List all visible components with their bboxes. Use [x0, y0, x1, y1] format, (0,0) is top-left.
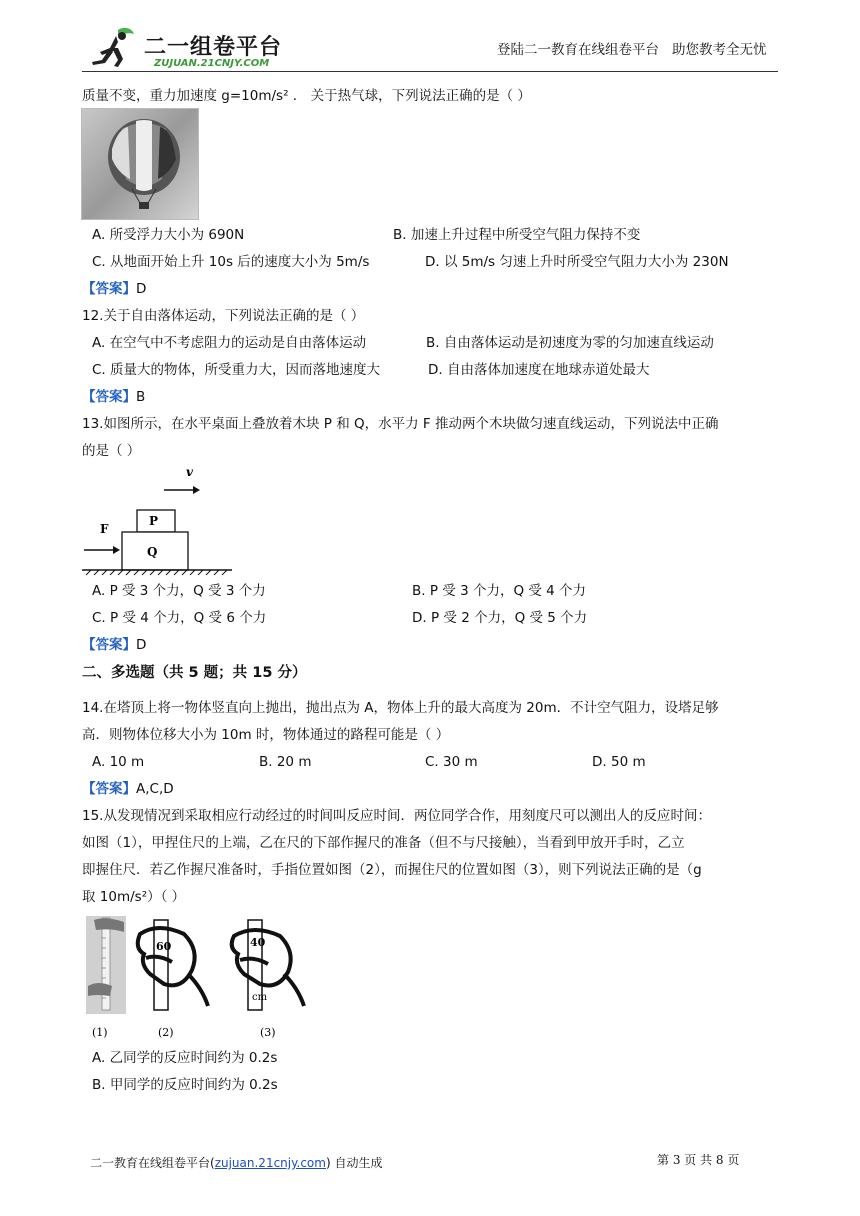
q12-option-a: A. 在空气中不考虑阻力的运动是自由落体运动 — [92, 335, 367, 351]
answer-value: B — [136, 389, 146, 405]
header-slogan-right: 助您教考全无忧 — [672, 42, 767, 58]
q12-option-b: B. 自由落体运动是初速度为零的匀加速直线运动 — [426, 335, 714, 351]
footer-link[interactable]: zujuan.21cnjy.com — [214, 1156, 326, 1170]
q15-stem-line4: 取 10m/s²）（ ） — [82, 889, 186, 905]
section-title: 二、多选题（共 5 题；共 15 分） — [82, 665, 307, 681]
q11-option-d: D. 以 5m/s 匀速上升时所受空气阻力大小为 230N — [425, 254, 729, 270]
block-q-label: Q — [147, 545, 158, 559]
q11-stem-tail: 质量不变，重力加速度 g=10m/s² ． 关于热气球，下列说法正确的是（ ） — [82, 88, 531, 104]
header — [82, 24, 778, 72]
figure-caption-2: (2) — [158, 1026, 174, 1039]
blocks-diagram — [82, 462, 242, 580]
footer-source — [90, 1153, 382, 1173]
reaction-time-figure — [84, 914, 334, 1044]
q13-answer — [82, 635, 146, 655]
answer-label: 【答案】 — [82, 389, 136, 405]
q14-option-d: D. 50 m — [592, 754, 646, 770]
q14-stem-line2: 高．则物体位移大小为 10m 时，物体通过的路程可能是（ ） — [82, 727, 450, 743]
hot-air-balloon-image — [81, 108, 199, 220]
answer-value: D — [136, 637, 147, 653]
q13-stem-line1: 13.如图所示，在水平桌面上叠放着木块 P 和 Q，水平力 F 推动两个木块做匀速直线运动，下列说法中正确 — [82, 416, 719, 432]
answer-value: D — [136, 281, 147, 297]
q13-option-c: C. P 受 4 个力，Q 受 6 个力 — [92, 610, 267, 626]
force-label: F — [100, 522, 109, 536]
ruler-unit-cm: cm — [252, 992, 268, 1003]
q14-answer — [82, 779, 174, 799]
figure-caption-1: (1) — [92, 1026, 108, 1039]
q14-option-a: A. 10 m — [92, 754, 145, 770]
q15-stem-line3: 即握住尺．若乙作握尺准备时，手指位置如图（2），而握住尺的位置如图（3），则下列说法正确的是（g — [82, 862, 702, 878]
q15-option-a: A. 乙同学的反应时间约为 0.2s — [92, 1050, 278, 1066]
velocity-label: v — [186, 465, 193, 479]
footer-prefix: 二一教育在线组卷平台( — [90, 1156, 215, 1170]
q13-option-b: B. P 受 3 个力，Q 受 4 个力 — [412, 583, 587, 599]
q15-stem-line2: 如图（1），甲捏住尺的上端，乙在尺的下部作握尺的准备（但不与尺接触），当看到甲放开手时，乙立 — [82, 835, 685, 851]
q11-option-b: B. 加速上升过程中所受空气阻力保持不变 — [393, 227, 641, 243]
q14-stem-line1: 14.在塔顶上将一物体竖直向上抛出，抛出点为 A，物体上升的最大高度为 20m．不计空气阻力，设塔足够 — [82, 700, 719, 716]
ruler-mark-60: 60 — [156, 940, 172, 953]
header-divider — [82, 71, 778, 72]
answer-value: A,C,D — [136, 781, 174, 797]
q11-option-c: C. 从地面开始上升 10s 后的速度大小为 5m/s — [92, 254, 370, 270]
q12-option-d: D. 自由落体加速度在地球赤道处最大 — [428, 362, 650, 378]
q13-option-d: D. P 受 2 个力，Q 受 5 个力 — [412, 610, 588, 626]
q12-option-c: C. 质量大的物体，所受重力大，因而落地速度大 — [92, 362, 381, 378]
footer-page-info: 第 3 页 共 8 页 — [657, 1153, 740, 1167]
figure-caption-3: (3) — [260, 1026, 276, 1039]
q11-option-a: A. 所受浮力大小为 690N — [92, 227, 245, 243]
answer-label: 【答案】 — [82, 281, 136, 297]
q14-option-c: C. 30 m — [425, 754, 478, 770]
q11-answer — [82, 279, 146, 299]
q12-answer — [82, 387, 145, 407]
footer-suffix: ) 自动生成 — [325, 1156, 383, 1170]
ruler-mark-40: 40 — [250, 936, 266, 949]
q14-option-b: B. 20 m — [259, 754, 312, 770]
q15-stem-line1: 15.从发现情况到采取相应行动经过的时间叫反应时间．两位同学合作，用刻度尺可以测出人的反应时间： — [82, 808, 711, 824]
answer-label: 【答案】 — [82, 781, 136, 797]
q13-option-a: A. P 受 3 个力，Q 受 3 个力 — [92, 583, 266, 599]
logo-text: 二一组卷平台 — [144, 35, 283, 60]
q15-option-b: B. 甲同学的反应时间约为 0.2s — [92, 1077, 278, 1093]
answer-label: 【答案】 — [82, 637, 136, 653]
block-p-label: P — [149, 514, 159, 528]
q13-stem-line2: 的是（ ） — [82, 443, 141, 459]
logo-subtext: ZUJUAN.21CNJY.COM — [154, 58, 270, 69]
q12-stem: 12.关于自由落体运动，下列说法正确的是（ ） — [82, 308, 365, 324]
header-slogan-left: 登陆二一教育在线组卷平台 — [497, 42, 659, 58]
logo-runner-icon — [88, 26, 138, 68]
